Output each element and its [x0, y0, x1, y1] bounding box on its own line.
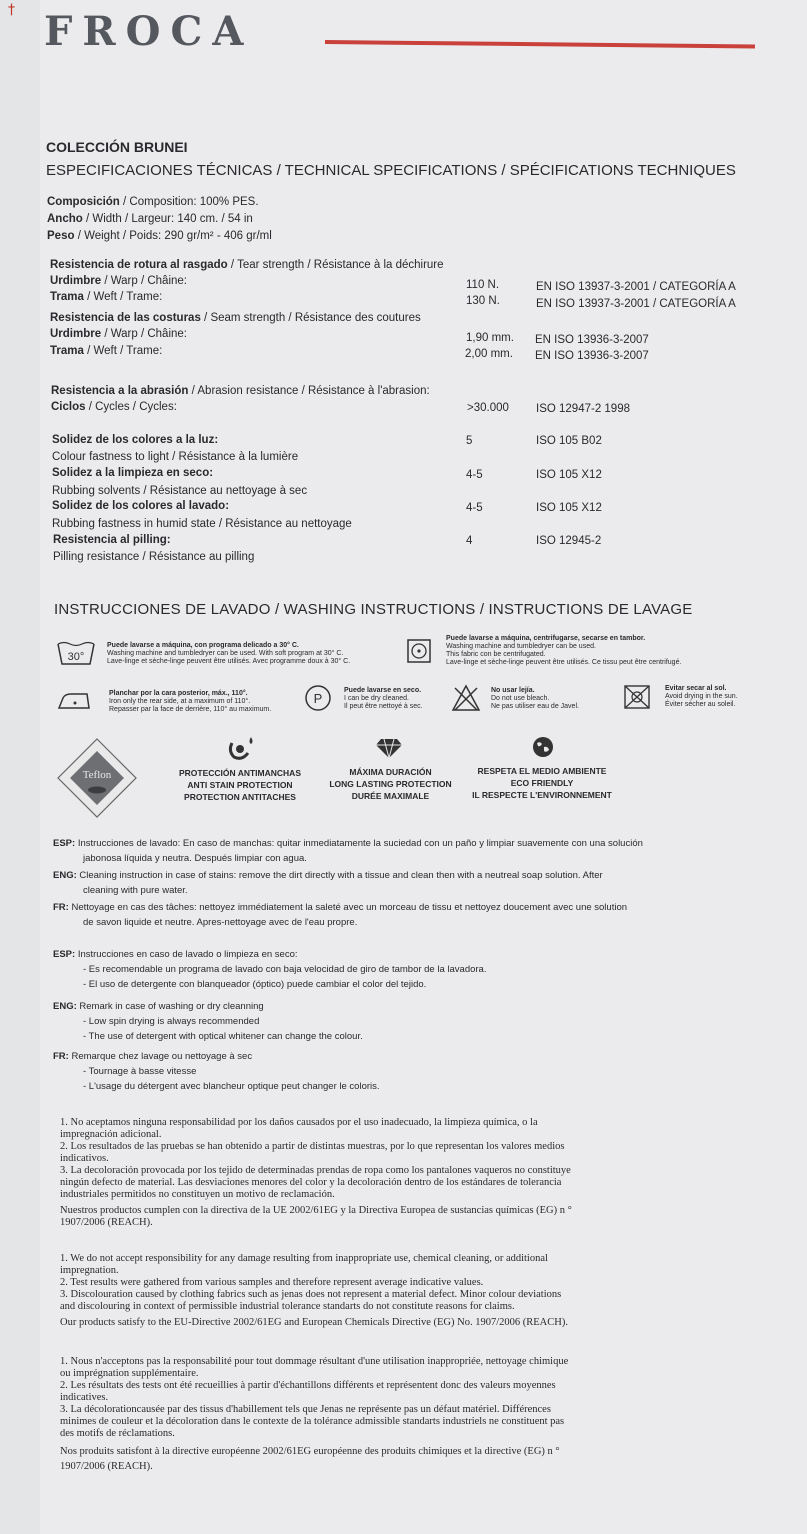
no-bleach-text: No usar lejía. Do not use bleach. Ne pas utiliser eau de Javel. [491, 687, 579, 710]
pilling-value: 4 [466, 535, 473, 547]
pilling-norm: ISO 12945-2 [536, 535, 602, 547]
no-sun-drying-text: Evitar secar al sol. Avoid drying in the sun. Éviter sécher au soleil. [665, 685, 738, 708]
tear-warp-label: Urdimbre / Warp / Châine: [50, 275, 187, 287]
abrasion-heading: Resistencia a la abrasión / Abrasion resistance / Résistance à l'abrasion: [51, 385, 430, 397]
dry-clean-fastness-value: 4-5 [466, 469, 483, 481]
legal-notice-es: 1. No aceptamos ninguna responsabilidad por los daños causados por el uso inadecuado, la limpieza química, o la impregnación adicional. 2. Los resultados de las pruebas se han obtenido a partir de distintas muestras, por lo que representan los valores medios indicativos. 3. La decoloración provocada por los tejido de determinadas prendas de ropa como los pantalones vaqueros no constituye ningún defecto de material. Las desviaciones menores del color y la decoloración dentro de los estándares de tolerancia industriales permitidos no constituyen un motivo de reclamación. Nuestros productos cumplen con la directiva de la UE 2002/61EG y la Directiva Europea de sustancias químicas (EG) n ° 1907/2006 (REACH). [60, 1117, 572, 1228]
seam-warp-value: 1,90 mm. [466, 332, 514, 344]
tear-weft-value: 130 N. [466, 295, 500, 307]
pilling-sub: Pilling resistance / Résistance au pilling [53, 551, 255, 563]
stain-instructions-esp: ESP: Instrucciones de lavado: En caso de manchas: quitar inmediatamente la suciedad con un paño y limpiar suavemente con una solución jabonosa líquida y neutra. Después limpiar con agua. [53, 838, 643, 864]
abrasion-cycles-norm: ISO 12947-2 1998 [536, 403, 630, 415]
weight-line: Peso / Weight / Poids: 290 gr/m² - 406 gr/ml [47, 230, 272, 242]
pilling-label: Resistencia al pilling: [53, 534, 171, 546]
tear-strength-heading: Resistencia de rotura al rasgado / Tear strength / Résistance à la déchirure [50, 259, 444, 271]
no-bleach-icon [451, 684, 481, 712]
tear-weft-label: Trama / Weft / Trame: [50, 291, 163, 303]
svg-text:Teflon: Teflon [82, 769, 112, 781]
teflon-logo [56, 737, 138, 819]
tumble-dry-icon [406, 638, 432, 664]
wash-fastness-norm: ISO 105 X12 [536, 502, 602, 514]
no-sun-drying-icon [622, 683, 652, 711]
brand-logo: FROCA [44, 8, 254, 55]
seam-weft-value: 2,00 mm. [465, 348, 513, 360]
washing-instructions-heading: INSTRUCCIONES DE LAVADO / WASHING INSTRUCTIONS / INSTRUCTIONS DE LAVAGE [54, 601, 693, 618]
dry-clean-fastness-label: Solidez a la limpieza en seco: [52, 467, 214, 479]
legal-notice-fr: 1. Nous n'acceptons pas la responsabilité pour tout dommage résultant d'une utilisation inappropriée, nettoyage chimique ou imprégnation supplémentaire. 2. Les résultats des tests ont été recueillies à partir d'échantillons différents et représentent donc des valeurs moyennes indicatives. 3. La décolorationcausée par des tissus d'habillement tels que Jenas ne représente pas un défaut matériel. Différences minimes de couleur et la décoloration dans le contexte de la tolérance admissible standarts industriels ne constituent pas des motifs de réclamations. Nos produits satisfont à la directive européenne 2002/61EG européenne des produits chimiques et la directive (EG) n ° 1907/2006 (REACH). [60, 1356, 569, 1472]
diamond-icon [374, 737, 404, 759]
stain-instructions-eng: ENG: Cleaning instruction in case of stains: remove the dirt directly with a tissue and clean then with a neutreal soap solution. After cleaning with pure water. [53, 870, 603, 896]
seam-weft-norm: EN ISO 13936-3-2007 [535, 350, 649, 362]
abrasion-cycles-value: >30.000 [467, 402, 509, 414]
globe-icon [531, 735, 555, 759]
spec-subtitle: ESPECIFICACIONES TÉCNICAS / TECHNICAL SPECIFICATIONS / SPÉCIFICATIONS TECHNIQUES [46, 162, 736, 179]
light-fastness-sub: Colour fastness to light / Résistance à la lumière [52, 451, 299, 463]
tear-warp-norm: EN ISO 13937-3-2001 / CATEGORÍA A [536, 281, 736, 293]
stain-protection-icon [226, 735, 256, 761]
stain-instructions-fr: FR: Nettoyage en cas des tâches: nettoyez immédiatement la saleté avec un morceau de tissu et nettoyez doucement avec une solution de savon liquide et neutre. Apres-nettoyage avec de l'eau propre. [53, 902, 628, 928]
tear-warp-value: 110 N. [466, 279, 500, 291]
width-line: Ancho / Width / Largeur: 140 cm. / 54 in [47, 213, 253, 225]
seam-strength-heading: Resistencia de las costuras / Seam strength / Résistance des coutures [50, 312, 421, 324]
wash-fastness-sub: Rubbing fastness in humid state / Résistance au nettoyage [52, 518, 352, 530]
iron-text: Planchar por la cara posterior, máx., 110°. Iron only the rear side, at a maximum of 110°. Repasser par la face de derrière, 110° au maximum. [109, 690, 272, 713]
stain-protection-label: PROTECCIÓN ANTIMANCHAS ANTI STAIN PROTECTION PROTECTION ANTITACHES [179, 768, 301, 802]
svg-text:30°: 30° [67, 651, 85, 663]
seam-warp-label: Urdimbre / Warp / Châine: [50, 328, 187, 340]
dry-clean-fastness-norm: ISO 105 X12 [536, 469, 602, 481]
long-lasting-label: MÁXIMA DURACIÓN LONG LASTING PROTECTION DURÉE MAXIMALE [329, 767, 452, 801]
tumble-dry-text: Puede lavarse a máquina, centrifugarse, secarse en tambor. Washing machine and tumbledryer can be used. This fabric con be centrifugated. Lave-linge et sèche-linge peuvent être utilisés. Ce tissu peut être centrifugé. [446, 635, 682, 666]
wash-30-text: Puede lavarse a máquina, con programa delicado a 30° C. Washing machine and tumbledryer can be used. With soft program at 30° C. Lave-linge et sèche-linge peuvent être utilisés. Avec programme doux à 30° C. [107, 642, 351, 665]
light-fastness-label: Solidez de los colores a la luz: [52, 434, 219, 446]
iron-icon [55, 690, 93, 712]
wash-remarks-fr: FR: Remarque chez lavage ou nettoyage à sec - Tournage à basse vitesse - L'usage du détergent avec blancheur optique peut changer le coloris. [53, 1051, 380, 1092]
light-fastness-value: 5 [466, 435, 473, 447]
svg-text:P: P [313, 691, 323, 706]
dry-clean-text: Puede lavarse en seco. I can be dry cleaned. Il peut être nettoyé à sec. [344, 687, 423, 710]
composition-line: Composición / Composition: 100% PES. [47, 196, 259, 208]
wash-fastness-label: Solidez de los colores al lavado: [52, 500, 230, 512]
wash-remarks-esp: ESP: Instrucciones en caso de lavado o limpieza en seco: - Es recomendable un programa de lavado con baja velocidad de giro de tambor de la lavadora. - El uso de detergente con blanqueador (óptico) puede cambiar el color del tejido. [53, 949, 487, 990]
dry-clean-fastness-sub: Rubbing solvents / Résistance au nettoyage à sec [52, 485, 308, 497]
collection-title: COLECCIÓN BRUNEI [46, 139, 188, 155]
wash-remarks-eng: ENG: Remark in case of washing or dry cleanning - Low spin drying is always recommended - The use of detergent with optical whitener can change the colour. [53, 1001, 363, 1042]
dry-clean-icon [304, 684, 332, 712]
tear-weft-norm: EN ISO 13937-3-2001 / CATEGORÍA A [536, 298, 736, 310]
abrasion-cycles-label: Ciclos / Cycles / Cycles: [51, 401, 177, 413]
cross-mark: † [8, 2, 15, 18]
seam-weft-label: Trama / Weft / Trame: [50, 345, 163, 357]
legal-notice-en: 1. We do not accept responsibility for any damage resulting from inappropriate use, chemical cleaning, or additional impregnation. 2. Test results were gathered from various samples and therefore represent average indicative values. 3. Discolouration caused by clothing fabrics such as jenas does not represent a material defect. Minor colour deviations and discolouring in context of permissible industrial tolerance standarts do not constitute reasons for claims. Our products satisfy to the EU-Directive 2002/61EG and European Chemicals Directive (EG) No. 1907/2006 (REACH). [60, 1253, 568, 1328]
wash-fastness-value: 4-5 [466, 502, 483, 514]
eco-friendly-label: RESPETA EL MEDIO AMBIENTE ECO FRIENDLY IL RESPECTE L'ENVIRONNEMENT [472, 766, 612, 800]
wash-30-icon [56, 640, 96, 666]
light-fastness-norm: ISO 105 B02 [536, 435, 602, 447]
seam-warp-norm: EN ISO 13936-3-2007 [535, 334, 649, 346]
